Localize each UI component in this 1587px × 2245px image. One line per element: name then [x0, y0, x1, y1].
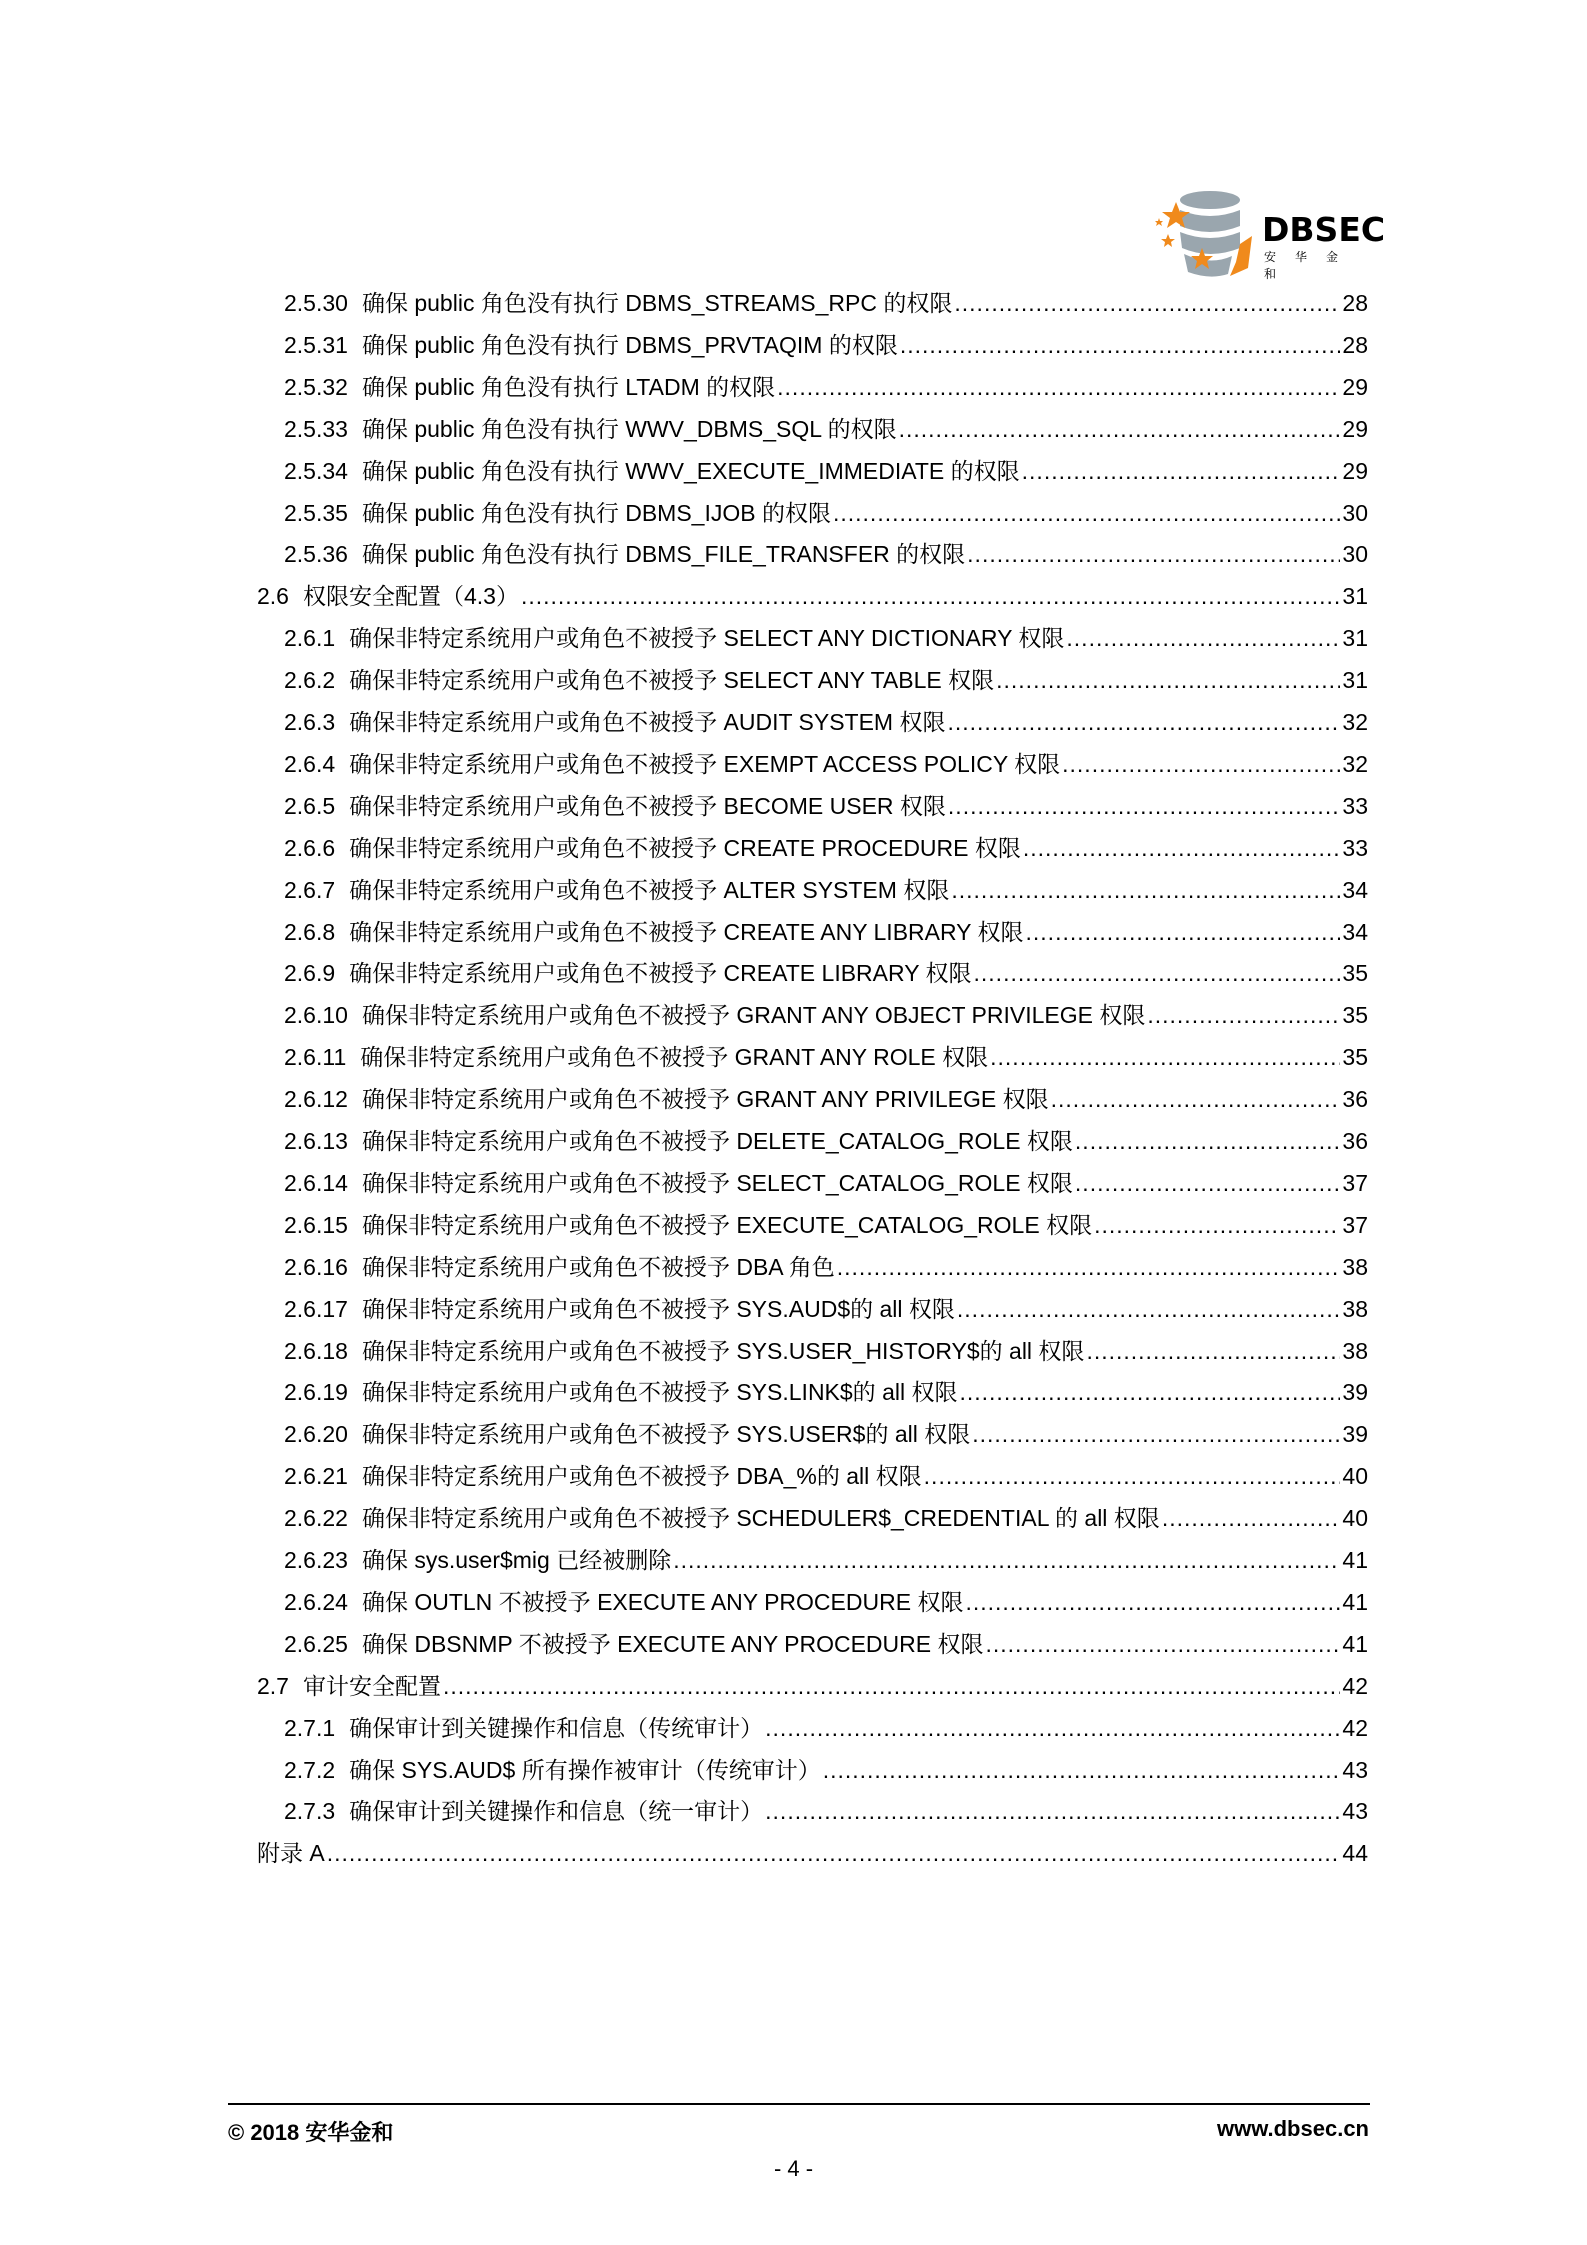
toc-entry-title: 确保非特定系统用户或角色不被授予 EXECUTE_CATALOG_ROLE 权限 [361, 1211, 1093, 1238]
toc-entry-page: 43 [1342, 1798, 1368, 1825]
toc-entry[interactable] [284, 324, 1368, 366]
toc-entry-title: 确保非特定系统用户或角色不被授予 CREATE ANY LIBRARY 权限 [349, 918, 1024, 945]
toc-entry-title: 确保非特定系统用户或角色不被授予 SELECT ANY DICTIONARY 权限 [349, 625, 1065, 652]
toc-entry-page: 35 [1342, 1044, 1368, 1071]
dot-leader [947, 701, 1340, 743]
toc-entry-title: 确保审计到关键操作和信息（统一审计） [349, 1798, 764, 1825]
toc-entry-number: 2.6.16 [284, 1253, 348, 1280]
dot-leader [957, 1288, 1341, 1330]
toc-entry[interactable] [284, 533, 1368, 575]
dot-leader [965, 1581, 1340, 1623]
toc-entry[interactable] [284, 1330, 1368, 1372]
toc-entry-number: 2.6.7 [284, 876, 336, 903]
toc-entry-page: 31 [1342, 583, 1368, 610]
toc-entry-title: 确保非特定系统用户或角色不被授予 GRANT ANY OBJECT PRIVILEGE 权限 [361, 1002, 1146, 1029]
toc-entry-page: 29 [1342, 373, 1368, 400]
toc-entry-page: 31 [1342, 625, 1368, 652]
toc-entry[interactable] [284, 1623, 1368, 1665]
toc-entry[interactable] [284, 994, 1368, 1036]
toc-entry-number: 2.5.30 [284, 290, 348, 316]
toc-entry[interactable] [284, 1539, 1368, 1581]
toc-entry-title: 确保非特定系统用户或角色不被授予 DBA 角色 [361, 1253, 835, 1280]
dot-leader [327, 1832, 1341, 1874]
toc-entry[interactable] [284, 1036, 1368, 1078]
dot-leader [900, 324, 1341, 366]
toc-entry-page: 40 [1342, 1505, 1368, 1532]
toc-entry-number: 2.6.14 [284, 1169, 348, 1196]
toc-entry-page: 29 [1342, 457, 1368, 484]
toc-entry[interactable] [284, 1790, 1368, 1832]
toc-entry-number: 2.6.9 [284, 960, 336, 987]
toc-entry-number: 2.6.3 [284, 709, 336, 735]
toc-entry-title: 附录 A [257, 1840, 325, 1867]
toc-entry-number: 2.7 [257, 1672, 289, 1699]
toc-entry[interactable] [284, 1120, 1368, 1162]
toc-entry[interactable] [284, 1246, 1368, 1288]
toc-entry-page: 33 [1342, 792, 1368, 819]
dbsec-logo [1152, 186, 1386, 282]
dot-leader [924, 1455, 1341, 1497]
toc-entry[interactable] [284, 1371, 1368, 1413]
toc-entry-title: 确保非特定系统用户或角色不被授予 SYS.AUD$的 all 权限 [361, 1295, 955, 1322]
toc-entry-number: 2.5.31 [284, 331, 348, 358]
toc-entry[interactable] [284, 408, 1368, 450]
toc-entry[interactable] [284, 1497, 1368, 1539]
dot-leader [1094, 1204, 1340, 1246]
dot-leader [1147, 994, 1340, 1036]
toc-entry-page: 41 [1342, 1547, 1368, 1573]
footer-website[interactable]: www.dbsec.cn [1216, 2116, 1369, 2141]
toc-entry[interactable] [284, 827, 1368, 869]
dot-leader [443, 1665, 1340, 1707]
toc-entry-page: 29 [1342, 415, 1368, 442]
toc-entry-number: 2.6.2 [284, 667, 336, 694]
toc-entry[interactable] [284, 450, 1368, 492]
toc-entry[interactable] [257, 575, 1368, 617]
toc-entry-title: 确保审计到关键操作和信息（传统审计） [349, 1714, 764, 1741]
toc-entry-title: 确保非特定系统用户或角色不被授予 ALTER SYSTEM 权限 [349, 876, 950, 903]
toc-entry-page: 40 [1342, 1463, 1368, 1490]
dot-leader [990, 1036, 1340, 1078]
toc-entry-number: 2.6.24 [284, 1588, 348, 1615]
dot-leader [1026, 911, 1341, 953]
toc-entry-number: 2.6.22 [284, 1505, 348, 1532]
toc-entry[interactable] [284, 869, 1368, 911]
toc-entry-number: 2.6.19 [284, 1379, 348, 1406]
toc-entry-title: 确保非特定系统用户或角色不被授予 EXEMPT ACCESS POLICY 权限 [349, 750, 1061, 777]
dot-leader [959, 1371, 1340, 1413]
dot-leader [974, 952, 1341, 994]
toc-entry-title: 确保非特定系统用户或角色不被授予 GRANT ANY ROLE 权限 [360, 1044, 989, 1071]
toc-entry-number: 2.6.20 [284, 1421, 348, 1448]
toc-entry-number: 2.6.15 [284, 1211, 348, 1238]
dot-leader [951, 869, 1340, 911]
toc-entry[interactable] [284, 617, 1368, 659]
footer-copyright: © 2018 安华金和 [228, 2120, 394, 2145]
toc-entry-page: 42 [1342, 1714, 1368, 1741]
footer-divider [228, 2103, 1370, 2105]
toc-entry-title: 审计安全配置 [302, 1672, 441, 1699]
toc-entry-page: 34 [1342, 876, 1368, 903]
toc-entry-page: 41 [1342, 1630, 1368, 1657]
toc-entry[interactable] [284, 1288, 1368, 1330]
toc-entry-title: 确保 public 角色没有执行 LTADM 的权限 [361, 373, 776, 400]
toc-entry-title: 确保非特定系统用户或角色不被授予 SCHEDULER$_CREDENTIAL 的 all 权限 [361, 1505, 1160, 1532]
dot-leader [985, 1623, 1340, 1665]
dot-leader [948, 785, 1340, 827]
toc-entry-number: 2.6.25 [284, 1630, 348, 1657]
toc-entry-title: 确保 public 角色没有执行 DBMS_PRVTAQIM 的权限 [361, 331, 898, 358]
toc-entry-page: 34 [1342, 918, 1368, 945]
toc-entry-title: 确保非特定系统用户或角色不被授予 SYS.USER_HISTORY$的 all 权限 [361, 1337, 1085, 1364]
toc-entry-page: 38 [1342, 1337, 1368, 1364]
toc-entry-number: 2.6.21 [284, 1463, 348, 1490]
dot-leader [1075, 1162, 1340, 1204]
toc-entry-page: 37 [1342, 1169, 1368, 1196]
toc-entry[interactable] [284, 659, 1368, 701]
toc-entry-title: 确保非特定系统用户或角色不被授予 SELECT_CATALOG_ROLE 权限 [361, 1169, 1073, 1196]
toc-entry-title: 确保非特定系统用户或角色不被授予 CREATE LIBRARY 权限 [349, 960, 972, 987]
toc-entry-page: 33 [1342, 834, 1368, 861]
dot-leader [1051, 1078, 1341, 1120]
toc-entry-page: 38 [1342, 1253, 1368, 1280]
toc-entry-title: 确保 public 角色没有执行 WWV_EXECUTE_IMMEDIATE 的权限 [361, 457, 1020, 484]
dot-leader [967, 533, 1340, 575]
toc-entry-title: 确保非特定系统用户或角色不被授予 BECOME USER 权限 [349, 792, 946, 819]
toc-entry-page: 41 [1342, 1588, 1368, 1615]
dot-leader [833, 492, 1340, 534]
toc-entry-page: 30 [1342, 499, 1368, 526]
toc-entry-number: 2.6.1 [284, 625, 336, 652]
toc-entry[interactable] [284, 1455, 1368, 1497]
toc-entry-page: 35 [1342, 960, 1368, 987]
dot-leader [765, 1707, 1340, 1749]
toc-entry[interactable] [284, 1078, 1368, 1120]
toc-entry-title: 确保 sys.user$mig 已经被删除 [361, 1547, 672, 1573]
toc-entry-page: 32 [1342, 709, 1368, 735]
toc-entry-number: 2.5.36 [284, 541, 348, 568]
logo-text: DBSEC [1262, 210, 1386, 249]
toc-entry-number: 2.6.17 [284, 1295, 348, 1322]
toc-entry-number: 2.6.13 [284, 1128, 348, 1154]
toc-entry[interactable] [284, 785, 1368, 827]
toc-entry-number: 2.5.32 [284, 373, 348, 400]
dot-leader [899, 408, 1341, 450]
toc-entry[interactable] [284, 952, 1368, 994]
toc-entry-title: 确保 public 角色没有执行 DBMS_FILE_TRANSFER 的权限 [361, 541, 966, 568]
toc-entry-title: 确保非特定系统用户或角色不被授予 SELECT ANY TABLE 权限 [349, 667, 995, 694]
toc-entry-page: 28 [1342, 290, 1368, 316]
dot-leader [996, 659, 1340, 701]
toc-entry-number: 2.6.8 [284, 918, 336, 945]
dot-leader [521, 575, 1340, 617]
toc-entry-page: 32 [1342, 750, 1368, 777]
dot-leader [1022, 450, 1341, 492]
toc-entry[interactable] [257, 1832, 1368, 1874]
dot-leader [972, 1413, 1340, 1455]
dot-leader [1162, 1497, 1341, 1539]
dot-leader [777, 366, 1340, 408]
toc-entry[interactable] [284, 366, 1368, 408]
toc-entry-number: 2.6.12 [284, 1086, 348, 1113]
toc-entry-number: 2.5.33 [284, 415, 348, 442]
toc-entry-title: 确保 OUTLN 不被授予 EXECUTE ANY PROCEDURE 权限 [361, 1588, 964, 1615]
toc-entry-title: 确保非特定系统用户或角色不被授予 SYS.LINK$的 all 权限 [361, 1379, 958, 1406]
toc-entry-page: 44 [1342, 1840, 1368, 1867]
toc-entry-title: 确保非特定系统用户或角色不被授予 CREATE PROCEDURE 权限 [349, 834, 1021, 861]
toc-entry[interactable] [284, 743, 1368, 785]
toc-entry-page: 38 [1342, 1295, 1368, 1322]
toc-entry[interactable] [284, 1162, 1368, 1204]
toc-entry-number: 2.6.4 [284, 750, 336, 777]
toc-entry[interactable] [284, 1707, 1368, 1749]
dot-leader [1086, 1330, 1340, 1372]
toc-entry-title: 权限安全配置（4.3） [302, 583, 519, 610]
toc-entry-title: 确保 DBSNMP 不被授予 EXECUTE ANY PROCEDURE 权限 [361, 1630, 984, 1657]
toc-entry[interactable] [284, 1204, 1368, 1246]
toc-entry-page: 37 [1342, 1211, 1368, 1238]
toc-entry-number: 2.6.5 [284, 792, 336, 819]
dot-leader [1066, 617, 1340, 659]
toc-entry-page: 28 [1342, 331, 1368, 358]
toc-entry[interactable] [284, 492, 1368, 534]
toc-entry-page: 31 [1342, 667, 1368, 694]
page-number: - 4 - [773, 2156, 814, 2181]
toc-entry-number: 2.7.1 [284, 1714, 336, 1741]
dot-leader [673, 1539, 1340, 1581]
toc-entry-title: 确保非特定系统用户或角色不被授予 AUDIT SYSTEM 权限 [349, 709, 946, 735]
toc-entry[interactable] [257, 1665, 1368, 1707]
toc-entry-number: 2.7.2 [284, 1756, 336, 1783]
dot-leader [765, 1790, 1340, 1832]
toc-entry-page: 42 [1342, 1672, 1368, 1699]
toc-entry-number: 2.6.6 [284, 834, 336, 861]
dot-leader [954, 282, 1340, 324]
toc-entry-title: 确保非特定系统用户或角色不被授予 DELETE_CATALOG_ROLE 权限 [361, 1128, 1073, 1154]
toc-entry-number: 2.6.10 [284, 1002, 348, 1029]
toc-entry-number: 2.6.11 [284, 1044, 347, 1071]
toc-entry-title: 确保 public 角色没有执行 WWV_DBMS_SQL 的权限 [361, 415, 897, 442]
toc-entry-title: 确保非特定系统用户或角色不被授予 GRANT ANY PRIVILEGE 权限 [361, 1086, 1049, 1113]
toc-entry-number: 2.6 [257, 583, 289, 610]
toc-entry-title: 确保 public 角色没有执行 DBMS_STREAMS_RPC 的权限 [361, 290, 953, 316]
toc-entry-number: 2.6.23 [284, 1547, 348, 1573]
dot-leader [1023, 827, 1341, 869]
toc-entry-page: 39 [1342, 1379, 1368, 1406]
logo-subtitle: 安华金和 [1264, 250, 1358, 281]
database-stars-icon [1152, 186, 1257, 282]
toc-entry-title: 确保 public 角色没有执行 DBMS_IJOB 的权限 [361, 499, 831, 526]
toc-entry-number: 2.6.18 [284, 1337, 348, 1364]
toc-entry-number: 2.7.3 [284, 1798, 336, 1825]
toc-entry-page: 43 [1342, 1756, 1368, 1783]
dot-leader [837, 1246, 1341, 1288]
toc-entry-number: 2.5.35 [284, 499, 348, 526]
toc-entry[interactable] [284, 1581, 1368, 1623]
toc-entry-page: 30 [1342, 541, 1368, 568]
toc-entry[interactable] [284, 282, 1368, 324]
toc-entry[interactable] [284, 1749, 1368, 1791]
dot-leader [1062, 743, 1340, 785]
toc-entry-page: 39 [1342, 1421, 1368, 1448]
toc-entry-title: 确保非特定系统用户或角色不被授予 DBA_%的 all 权限 [361, 1463, 922, 1490]
toc-entry-page: 35 [1342, 1002, 1368, 1029]
dot-leader [1075, 1120, 1340, 1162]
toc-entry-number: 2.5.34 [284, 457, 348, 484]
toc-entry-page: 36 [1342, 1086, 1368, 1113]
toc-entry-title: 确保非特定系统用户或角色不被授予 SYS.USER$的 all 权限 [361, 1421, 971, 1448]
toc-entry[interactable] [284, 701, 1368, 743]
toc-entry[interactable] [284, 911, 1368, 953]
toc-entry-title: 确保 SYS.AUD$ 所有操作被审计（传统审计） [349, 1756, 821, 1783]
dot-leader [823, 1749, 1341, 1791]
toc-entry-page: 36 [1342, 1128, 1368, 1154]
toc-entry[interactable] [284, 1413, 1368, 1455]
